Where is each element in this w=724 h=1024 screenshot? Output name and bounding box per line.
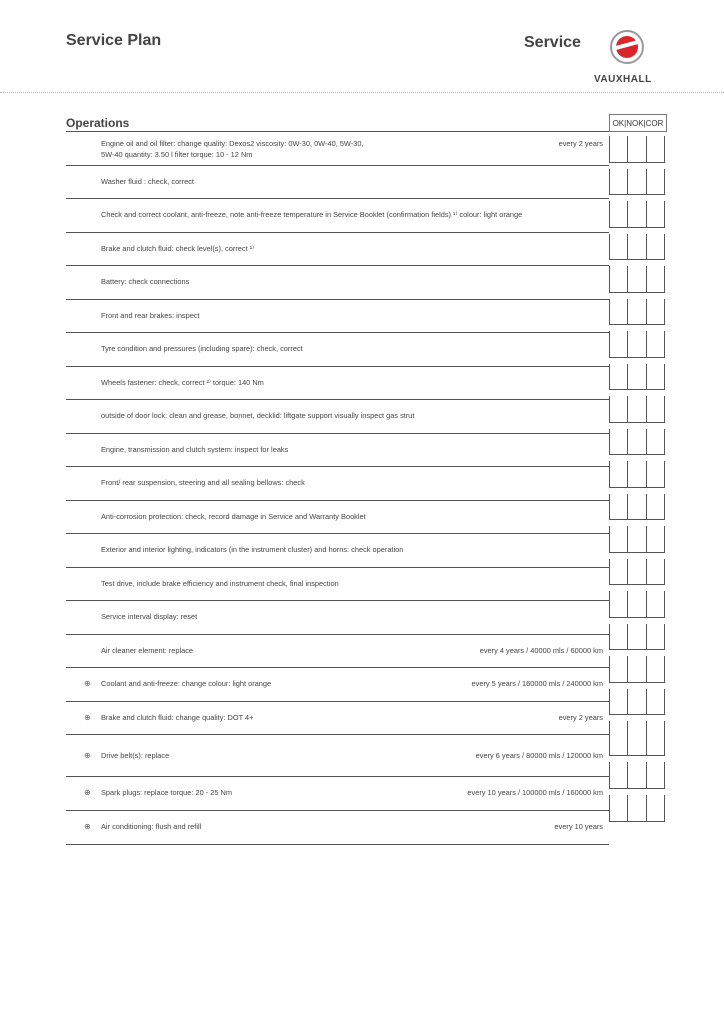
checkbox-cor[interactable]: [646, 331, 665, 358]
operation-row: [66, 702, 609, 736]
checkbox-ok[interactable]: [609, 689, 627, 716]
check-cells: [609, 461, 665, 488]
checkbox-ok[interactable]: [609, 299, 627, 326]
checkbox-ok[interactable]: [609, 591, 627, 618]
ok-nok-cor-header: OK|NOK|COR: [609, 114, 667, 132]
check-cells: [609, 299, 665, 326]
checkbox-ok[interactable]: [609, 721, 627, 756]
checkbox-cor[interactable]: [646, 762, 665, 789]
checkbox-ok[interactable]: [609, 169, 627, 196]
checkbox-cor[interactable]: [646, 396, 665, 423]
checkbox-ok[interactable]: [609, 494, 627, 521]
operation-row: [66, 300, 609, 334]
operation-interval: every 2 years: [558, 712, 603, 722]
checkbox-ok[interactable]: [609, 234, 627, 261]
checkbox-nok[interactable]: [627, 234, 645, 261]
operation-text: Check and correct coolant, anti-freeze, note anti-freeze temperature in Service Booklet (confirmation fields) ¹⁾ colour: light orange: [101, 210, 523, 219]
checkbox-nok[interactable]: [627, 396, 645, 423]
operation-row: [66, 367, 609, 401]
checkbox-ok[interactable]: [609, 429, 627, 456]
interval-item-icon: ⊕: [84, 822, 91, 831]
operation-text: Exterior and interior lighting, indicators (in the instrument cluster) and horns: check operation: [101, 545, 404, 554]
checkbox-cor[interactable]: [646, 201, 665, 228]
checkbox-nok[interactable]: [627, 429, 645, 456]
checkbox-ok[interactable]: [609, 461, 627, 488]
checkbox-cor[interactable]: [646, 656, 665, 683]
checkbox-cor[interactable]: [646, 234, 665, 261]
operation-row: [66, 132, 609, 166]
operation-text: Front/ rear suspension, steering and all sealing bellows: check: [101, 478, 305, 487]
check-cells: [609, 331, 665, 358]
checkbox-ok[interactable]: [609, 624, 627, 651]
operation-row: [66, 568, 609, 602]
operation-text: Service interval display: reset: [101, 612, 198, 621]
checkbox-cor[interactable]: [646, 429, 665, 456]
checkbox-nok[interactable]: [627, 201, 645, 228]
operation-row: [66, 266, 609, 300]
operation-interval: every 10 years / 100000 mls / 160000 km: [467, 788, 603, 797]
operation-row: [66, 501, 609, 535]
operation-row: [66, 735, 609, 777]
checkbox-ok[interactable]: [609, 266, 627, 293]
checkbox-ok[interactable]: [609, 396, 627, 423]
operation-row: [66, 811, 609, 845]
operation-text: Spark plugs: replace torque: 20 - 25 Nm: [101, 788, 233, 797]
check-cells: [609, 656, 665, 683]
brand-name: VAUXHALL: [594, 74, 652, 85]
operation-text: Drive belt(s): replace: [101, 751, 170, 760]
operation-text: Air cleaner element: replace: [101, 645, 194, 655]
checkbox-nok[interactable]: [627, 762, 645, 789]
checkbox-cor[interactable]: [646, 526, 665, 553]
checkbox-nok[interactable]: [627, 795, 645, 822]
check-cells: [609, 234, 665, 261]
operation-text: Front and rear brakes: inspect: [101, 310, 200, 320]
checkbox-nok[interactable]: [627, 656, 645, 683]
check-cells: [609, 429, 665, 456]
check-cells: [609, 795, 665, 822]
operation-interval: every 10 years: [554, 822, 603, 831]
checkbox-ok[interactable]: [609, 762, 627, 789]
checkbox-cor[interactable]: [646, 689, 665, 716]
operation-text: Engine, transmission and clutch system: inspect for leaks: [101, 444, 289, 454]
checkbox-nok[interactable]: [627, 591, 645, 618]
operations-heading: Operations: [66, 116, 130, 130]
operation-text: Coolant and anti-freeze: change colour: light orange: [101, 679, 272, 688]
operation-text: Brake and clutch fluid: change quality: DOT 4+: [101, 712, 254, 722]
operation-text: Test drive, include brake efficiency and instrument check, final inspection: [101, 578, 339, 588]
operation-text: Battery: check connections: [101, 277, 190, 286]
checkbox-ok[interactable]: [609, 656, 627, 683]
checkbox-ok[interactable]: [609, 364, 627, 391]
operation-row: [66, 777, 609, 811]
operation-row: [66, 333, 609, 367]
checkbox-nok[interactable]: [627, 331, 645, 358]
interval-item-icon: ⊕: [84, 679, 91, 688]
interval-item-icon: ⊕: [84, 751, 91, 760]
check-cells: [609, 396, 665, 423]
checkbox-cor[interactable]: [646, 559, 665, 586]
checkbox-nok[interactable]: [627, 526, 645, 553]
check-cells: [609, 494, 665, 521]
operation-row: [66, 233, 609, 267]
header-divider: [0, 92, 724, 93]
checkbox-ok[interactable]: [609, 331, 627, 358]
checkbox-nok[interactable]: [627, 136, 645, 163]
checkbox-cor[interactable]: [646, 136, 665, 163]
checkbox-nok[interactable]: [627, 559, 645, 586]
check-cells: [609, 762, 665, 789]
checkbox-nok[interactable]: [627, 721, 645, 756]
checkbox-cor[interactable]: [646, 461, 665, 488]
operation-interval: every 2 years: [558, 139, 603, 148]
checkbox-ok[interactable]: [609, 795, 627, 822]
check-cells: [609, 559, 665, 586]
operation-row: [66, 434, 609, 468]
operation-row: [66, 199, 609, 233]
checkbox-cor[interactable]: [646, 494, 665, 521]
operation-row: [66, 400, 609, 434]
checkbox-nok[interactable]: [627, 364, 645, 391]
griffin-badge-icon: [610, 30, 644, 64]
vauxhall-logo: [594, 30, 664, 86]
operation-text-detail: 5W-40 quantity: 3.50 l filter torque: 10 - 12 Nm: [101, 150, 253, 159]
checkbox-cor[interactable]: [646, 266, 665, 293]
operation-row: [66, 635, 609, 669]
operation-row: [66, 668, 609, 702]
operation-text: Washer fluid : check, correct: [101, 176, 194, 186]
checkbox-cor[interactable]: [646, 169, 665, 196]
check-cells: [609, 169, 665, 196]
check-cells: [609, 721, 665, 756]
check-cells: [609, 526, 665, 553]
check-cells: [609, 364, 665, 391]
check-cells: [609, 624, 665, 651]
operation-text: Tyre condition and pressures (including spare): check, correct: [101, 344, 303, 353]
checkbox-cor[interactable]: [646, 624, 665, 651]
check-cells: [609, 266, 665, 293]
checkbox-ok[interactable]: [609, 559, 627, 586]
operation-row: [66, 601, 609, 635]
checkbox-cor[interactable]: [646, 721, 665, 756]
check-cells: [609, 591, 665, 618]
operation-text: Air conditioning: flush and refill: [101, 822, 202, 831]
checkbox-ok[interactable]: [609, 136, 627, 163]
operation-text: outside of door lock: clean and grease, bonnet, decklid: liftgate support visually inspect gas strut: [101, 411, 415, 420]
check-cells: [609, 689, 665, 716]
checkbox-nok[interactable]: [627, 624, 645, 651]
checkbox-cor[interactable]: [646, 364, 665, 391]
check-cells: [609, 136, 665, 163]
checkbox-ok[interactable]: [609, 526, 627, 553]
checkbox-nok[interactable]: [627, 266, 645, 293]
operation-text: Brake and clutch fluid: check level(s), correct ¹⁾: [101, 243, 254, 253]
checkbox-nok[interactable]: [627, 689, 645, 716]
operation-text: Wheels fastener: check, correct ²⁾ torque: 140 Nm: [101, 377, 264, 387]
service-title: Service: [524, 34, 581, 51]
interval-item-icon: ⊕: [84, 712, 91, 722]
checkbox-ok[interactable]: [609, 201, 627, 228]
operation-interval: every 4 years / 40000 mls / 60000 km: [479, 645, 603, 655]
operation-text: Anti-corrosion protection: check, record damage in Service and Warranty Booklet: [101, 511, 366, 521]
operation-row: [66, 534, 609, 568]
operations-list: [66, 132, 609, 845]
operation-row: [66, 166, 609, 200]
page-title: Service Plan: [66, 32, 162, 49]
checkbox-nok[interactable]: [627, 169, 645, 196]
interval-item-icon: ⊕: [84, 788, 91, 797]
checkbox-nok[interactable]: [627, 299, 645, 326]
checkbox-nok[interactable]: [627, 461, 645, 488]
checkbox-cor[interactable]: [646, 795, 665, 822]
operation-interval: every 6 years / 80000 mls / 120000 km: [475, 751, 603, 760]
operation-text: Engine oil and oil filter: change quality: Dexos2 viscosity: 0W-30, 0W-40, 5W-30,: [101, 139, 364, 148]
operation-row: [66, 467, 609, 501]
check-cells: [609, 201, 665, 228]
checkbox-cor[interactable]: [646, 299, 665, 326]
checkbox-cor[interactable]: [646, 591, 665, 618]
checkbox-nok[interactable]: [627, 494, 645, 521]
operation-interval: every 5 years / 160000 mls / 240000 km: [471, 679, 603, 688]
